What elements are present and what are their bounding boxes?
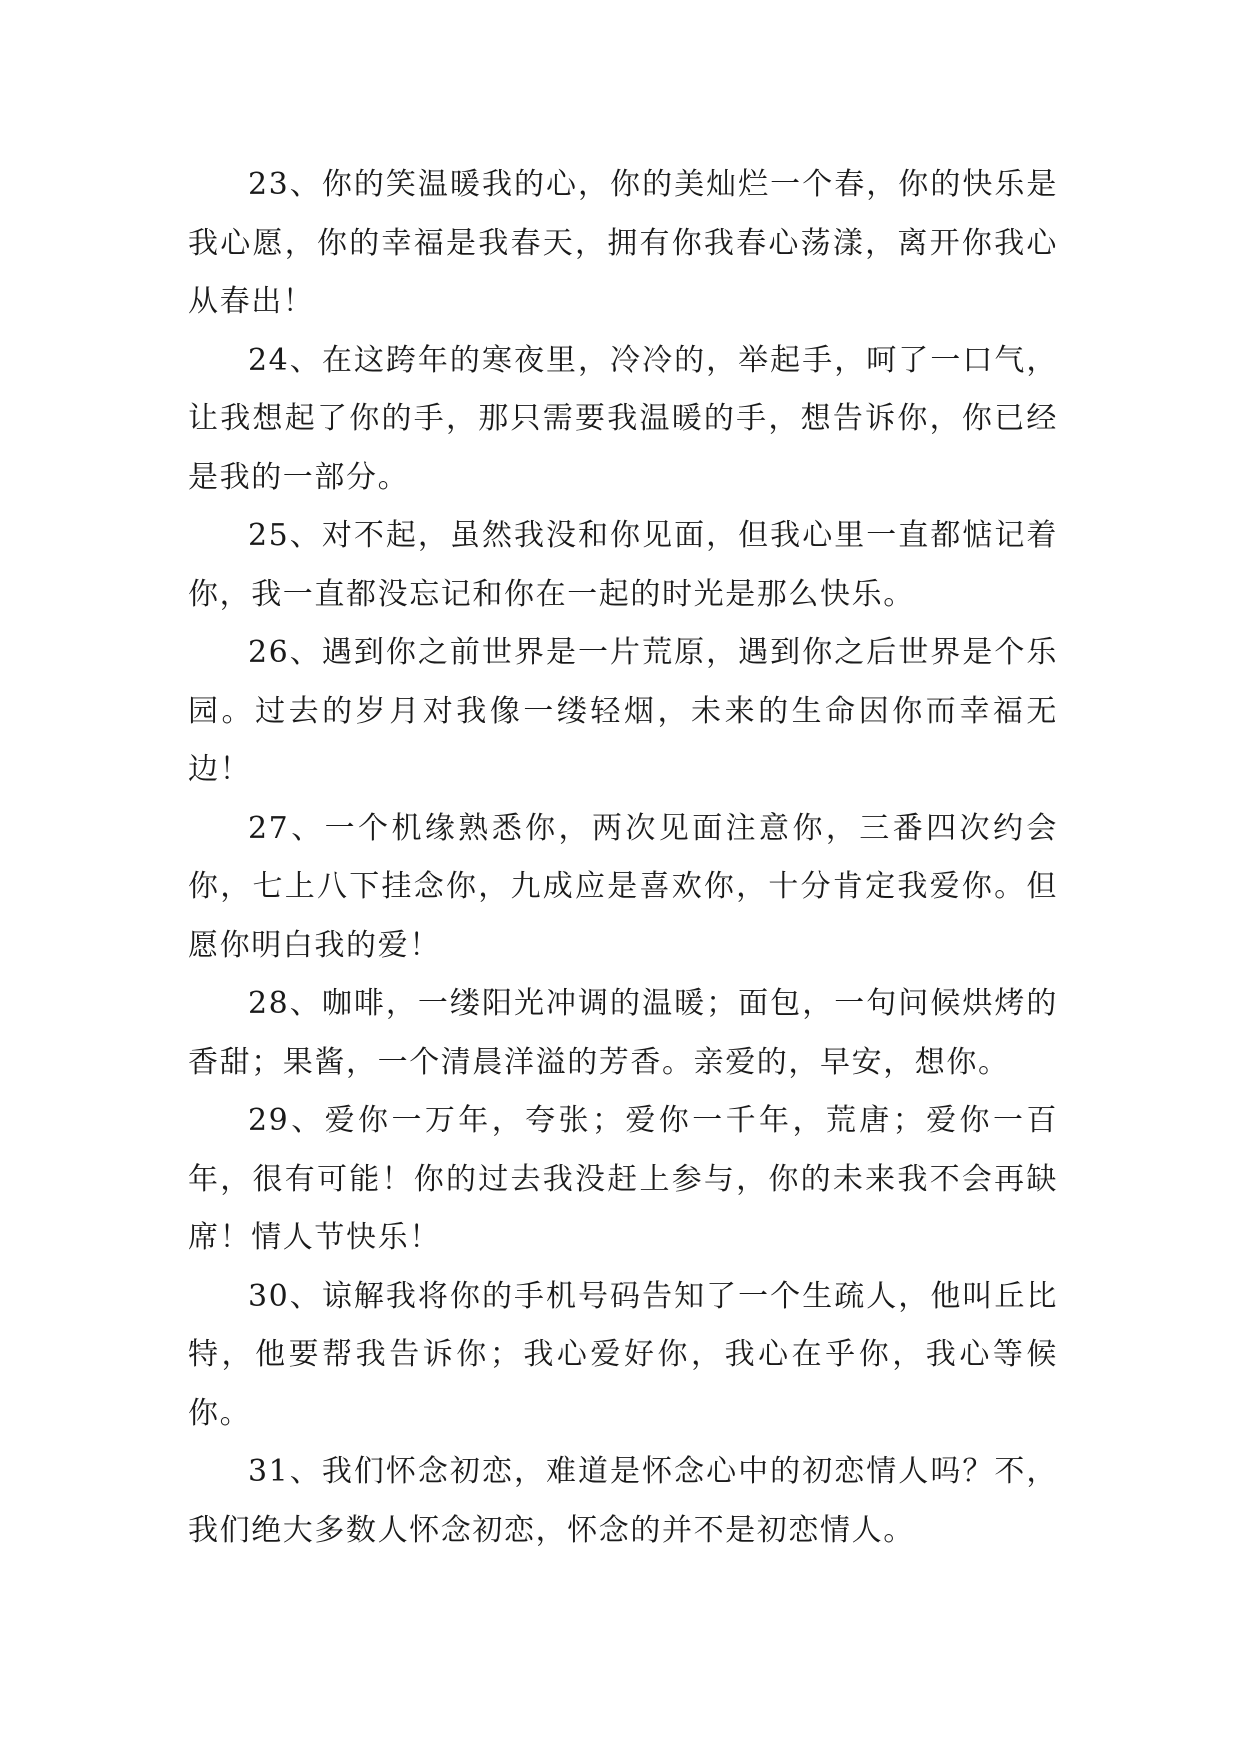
paragraph-23: 23、你的笑温暖我的心，你的美灿烂一个春，你的快乐是我心愿，你的幸福是我春天，拥有你我春心荡漾，离开你我心从春出！ [188, 167, 1058, 319]
paragraph-28: 28、咖啡，一缕阳光冲调的温暖；面包，一句问候烘烤的香甜；果酱，一个清晨洋溢的芳香。亲爱的，早安，想你。 [188, 986, 1058, 1080]
document-body [188, 156, 1058, 1560]
paragraph-24: 24、在这跨年的寒夜里，冷冷的，举起手，呵了一口气，让我想起了你的手，那只需要我温暖的手，想告诉你，你已经是我的一部分。 [188, 342, 1058, 495]
paragraph-25: 25、对不起，虽然我没和你见面，但我心里一直都惦记着你，我一直都没忘记和你在一起的时光是那么快乐。 [188, 518, 1058, 612]
paragraph-26: 26、遇到你之前世界是一片荒原，遇到你之后世界是个乐园。过去的岁月对我像一缕轻烟，未来的生命因你而幸福无边！ [188, 635, 1058, 787]
paragraph-29: 29、爱你一万年，夸张；爱你一千年，荒唐；爱你一百年，很有可能！你的过去我没赶上参与，你的未来我不会再缺席！情人节快乐！ [188, 1103, 1058, 1255]
paragraph-31: 31、我们怀念初恋，难道是怀念心中的初恋情人吗？不，我们绝大多数人怀念初恋，怀念的并不是初恋情人。 [188, 1454, 1058, 1548]
paragraph-30: 30、谅解我将你的手机号码告知了一个生疏人，他叫丘比特，他要帮我告诉你；我心爱好你，我心在乎你，我心等候你。 [188, 1278, 1058, 1431]
paragraph-27: 27、一个机缘熟悉你，两次见面注意你，三番四次约会你，七上八下挂念你，九成应是喜欢你，十分肯定我爱你。但愿你明白我的爱！ [188, 810, 1058, 963]
